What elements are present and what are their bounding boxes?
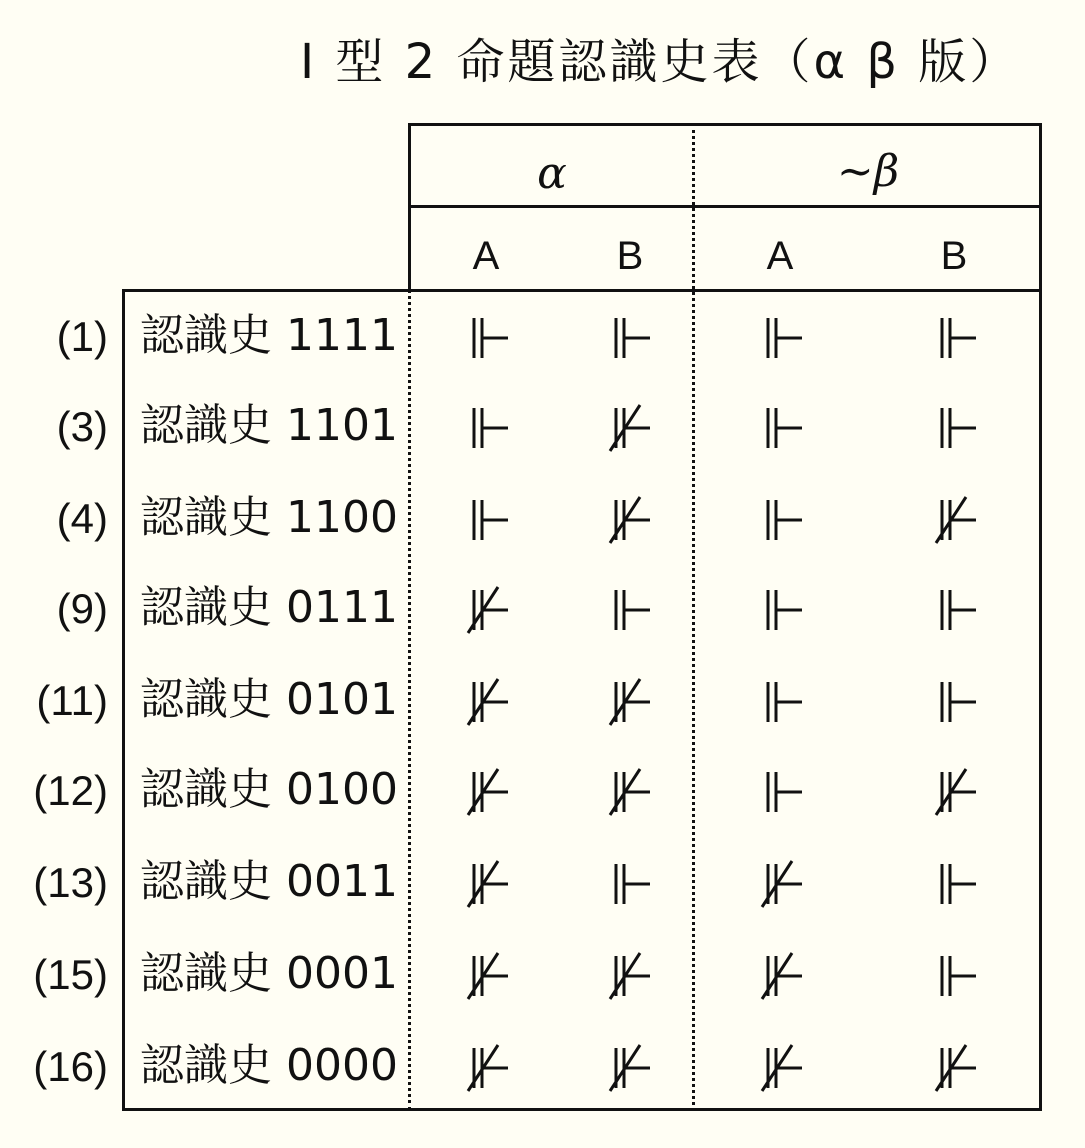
row-number: (1) <box>56 313 108 360</box>
holds-symbol-cell <box>758 767 808 817</box>
row-name: 認識史 0101 <box>140 674 398 725</box>
not-holds-symbol-cell <box>464 1043 514 1093</box>
holds-symbol-cell <box>606 859 656 909</box>
not-holds-symbol-cell <box>758 1043 808 1093</box>
not-holds-symbol-cell <box>932 1043 982 1093</box>
row-name: 認識史 0111 <box>140 582 398 633</box>
forces-icon <box>758 767 808 817</box>
not-forces-icon <box>464 1043 514 1093</box>
holds-symbol-cell <box>606 313 656 363</box>
row-number: (13) <box>33 859 108 906</box>
not-forces-icon <box>606 403 656 453</box>
holds-symbol-cell <box>932 585 982 635</box>
forces-icon <box>932 313 982 363</box>
forces-icon <box>932 859 982 909</box>
row-number: (12) <box>33 767 108 814</box>
not-holds-symbol-cell <box>606 403 656 453</box>
forces-icon <box>606 859 656 909</box>
holds-symbol-cell <box>932 951 982 1001</box>
row-number: (16) <box>33 1043 108 1090</box>
holds-symbol-cell <box>932 313 982 363</box>
holds-symbol-cell <box>758 403 808 453</box>
not-forces-icon <box>606 951 656 1001</box>
not-forces-icon <box>606 767 656 817</box>
not-forces-icon <box>758 1043 808 1093</box>
not-holds-symbol-cell <box>758 951 808 1001</box>
not-holds-symbol-cell <box>464 677 514 727</box>
not-holds-symbol-cell <box>464 585 514 635</box>
not-forces-icon <box>464 767 514 817</box>
holds-symbol-cell <box>932 859 982 909</box>
forces-icon <box>932 403 982 453</box>
row-name: 認識史 0100 <box>140 764 398 815</box>
not-forces-icon <box>464 585 514 635</box>
row-name: 認識史 1101 <box>140 400 398 451</box>
holds-symbol-cell <box>758 495 808 545</box>
forces-icon <box>758 495 808 545</box>
not-holds-symbol-cell <box>606 1043 656 1093</box>
table-title: I 型 2 命題認識史表（α β 版） <box>300 34 1021 90</box>
not-forces-icon <box>464 951 514 1001</box>
forces-icon <box>606 313 656 363</box>
forces-icon <box>464 403 514 453</box>
holds-symbol-cell <box>464 495 514 545</box>
not-forces-icon <box>932 1043 982 1093</box>
not-holds-symbol-cell <box>464 951 514 1001</box>
subcolumn-header-not-beta-b: B <box>940 234 968 278</box>
row-number: (4) <box>56 495 108 542</box>
forces-icon <box>932 951 982 1001</box>
not-holds-symbol-cell <box>464 767 514 817</box>
forces-icon <box>606 585 656 635</box>
row-number: (11) <box>36 677 108 724</box>
row-name: 認識史 0000 <box>140 1040 398 1091</box>
not-forces-icon <box>606 677 656 727</box>
row-number: (9) <box>56 585 108 632</box>
holds-symbol-cell <box>932 403 982 453</box>
subcolumn-header-not-beta-a: A <box>766 234 794 278</box>
holds-symbol-cell <box>758 585 808 635</box>
row-name: 認識史 1111 <box>140 310 398 361</box>
forces-icon <box>932 585 982 635</box>
row-name: 認識史 1100 <box>140 492 398 543</box>
not-forces-icon <box>464 677 514 727</box>
not-holds-symbol-cell <box>932 767 982 817</box>
holds-symbol-cell <box>932 677 982 727</box>
group-separator <box>692 123 695 1111</box>
forces-icon <box>464 495 514 545</box>
row-number: (3) <box>56 403 108 450</box>
not-forces-icon <box>758 859 808 909</box>
not-forces-icon <box>606 1043 656 1093</box>
not-holds-symbol-cell <box>932 495 982 545</box>
not-holds-symbol-cell <box>758 859 808 909</box>
not-holds-symbol-cell <box>606 495 656 545</box>
not-holds-symbol-cell <box>606 677 656 727</box>
not-forces-icon <box>464 859 514 909</box>
row-name: 認識史 0011 <box>140 856 398 907</box>
subcolumn-header-alpha-b: B <box>616 234 644 278</box>
holds-symbol-cell <box>606 585 656 635</box>
header-divider <box>408 205 1042 208</box>
not-holds-symbol-cell <box>606 951 656 1001</box>
not-holds-symbol-cell <box>606 767 656 817</box>
forces-icon <box>464 313 514 363</box>
forces-icon <box>758 677 808 727</box>
holds-symbol-cell <box>758 313 808 363</box>
not-holds-symbol-cell <box>464 859 514 909</box>
holds-symbol-cell <box>758 677 808 727</box>
not-forces-icon <box>758 951 808 1001</box>
group-header-alpha: α <box>537 148 567 199</box>
row-number: (15) <box>33 951 108 998</box>
row-name: 認識史 0001 <box>140 948 398 999</box>
name-column-separator <box>408 289 411 1111</box>
holds-symbol-cell <box>464 403 514 453</box>
forces-icon <box>758 403 808 453</box>
subcolumn-header-alpha-a: A <box>472 234 500 278</box>
not-forces-icon <box>606 495 656 545</box>
not-forces-icon <box>932 767 982 817</box>
forces-icon <box>758 313 808 363</box>
not-forces-icon <box>932 495 982 545</box>
holds-symbol-cell <box>464 313 514 363</box>
group-header-not-beta: ~β <box>836 146 900 197</box>
forces-icon <box>932 677 982 727</box>
forces-icon <box>758 585 808 635</box>
